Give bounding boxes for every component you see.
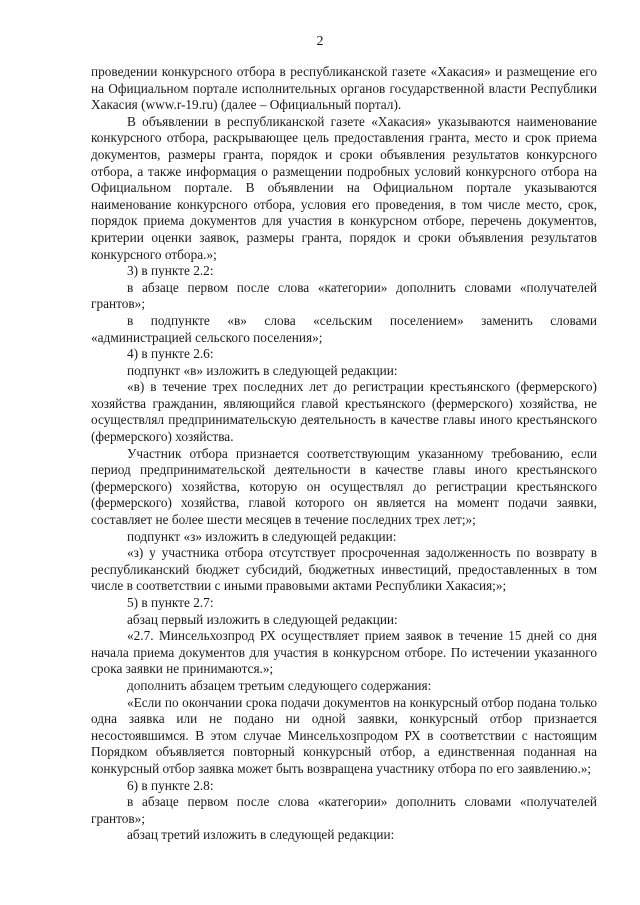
- paragraph-item-4-subitem-z-text: «з) у участника отбора отсутствует просроченная задолженность по возврату в республиканский бюджет субсидий, бюджетных инвестиций, предоставленных в том числе в соответствии с иными правовыми актами Республики Хакасия;»;: [91, 545, 597, 594]
- paragraph-item-4-subitem-v-intro: подпункт «в» изложить в следующей редакции:: [127, 362, 398, 378]
- paragraph-continuation: проведении конкурсного отбора в республиканской газете «Хакасия» и размещение его на Официальном портале исполнительных органов государственной власти Республики Хакасия (www.r-19.ru) (далее – Официальный портал).: [91, 64, 597, 113]
- paragraph-announcement-content: В объявлении в республиканской газете «Хакасия» указываются наименование конкурсного отбора, раскрывающее цель предоставления гранта, место и срок приема документов, размеры гранта, порядок и сроки объявления результатов конкурсного отбора, а также информация о размещении подробных условий конкурсного отбора на Официальном портале. В объявлении на Официальном портале указываются наименование конкурсного отбора, условия его проведения, в том числе место, срок, порядок приема документов для участия в конкурсном отборе, перечень документов, критерии оценки заявок, размеры гранта, порядок и сроки объявления результатов конкурсного отбора.»;: [91, 113, 597, 262]
- paragraph-item-3-first-abzac: в абзаце первом после слова «категории» дополнить словами «получателей грантов»;: [91, 279, 597, 312]
- document-body: [91, 64, 597, 844]
- paragraph-item-6-third-abzac-intro: абзац третий изложить в следующей редакции:: [127, 827, 395, 843]
- page-number: 2: [316, 34, 324, 49]
- paragraph-item-5-third-abzac-intro: дополнить абзацем третьим следующего содержания:: [127, 677, 432, 693]
- paragraph-item-5-first-abzac-intro: абзац первый изложить в следующей редакции:: [127, 611, 398, 627]
- paragraph-item-4: 4) в пункте 2.6:: [127, 346, 214, 362]
- paragraph-item-3-subitem-v: в подпункте «в» слова «сельским поселением» заменить словами «администрацией сельского поселения»;: [91, 312, 597, 345]
- paragraph-item-5-first-abzac-text: «2.7. Минсельхозпрод РХ осуществляет прием заявок в течение 15 дней со дня начала приема документов для участия в конкурсном отборе. По истечении указанного срока заявки не принимаются.»;: [91, 628, 597, 677]
- paragraph-item-3: 3) в пункте 2.2:: [127, 263, 214, 279]
- paragraph-item-5: 5) в пункте 2.7:: [127, 595, 214, 610]
- paragraph-participant-requirement: Участник отбора признается соответствующим указанному требованию, если период предпринимательской деятельности в качестве главы иного крестьянского (фермерского) хозяйства, которую он осуществлял до регистрации крестьянского (фермерского) хозяйства, главой которого он является на момент подачи заявки, составляет не более шести месяцев в течение последних трех лет;»;: [91, 445, 597, 528]
- paragraph-item-4-subitem-v-text: «в) в течение трех последних лет до регистрации крестьянского (фермерского) хозяйства гражданин, являющийся главой крестьянского (фермерского) хозяйства, не осуществлял предпринимательскую деятельность в качестве главы иного крестьянского (фермерского) хозяйства.: [91, 379, 597, 445]
- paragraph-item-5-third-abzac-text: «Если по окончании срока подачи документов на конкурсный отбор подана только одна заявка или не подано ни одной заявки, конкурсный отбор признается несостоявшимся. В этом случае Минсельхозпродом РХ в соответствии с настоящим Порядком объявляется повторный конкурсный отбор, а единственная поданная на конкурсный отбор заявка может быть возвращена участнику отбора по его заявлению.»;: [91, 694, 597, 776]
- paragraph-item-6-first-abzac: в абзаце первом после слова «категории» дополнить словами «получателей грантов»;: [91, 794, 597, 826]
- paragraph-item-4-subitem-z-intro: подпункт «з» изложить в следующей редакции:: [127, 528, 397, 544]
- paragraph-item-6: 6) в пункте 2.8:: [127, 777, 214, 793]
